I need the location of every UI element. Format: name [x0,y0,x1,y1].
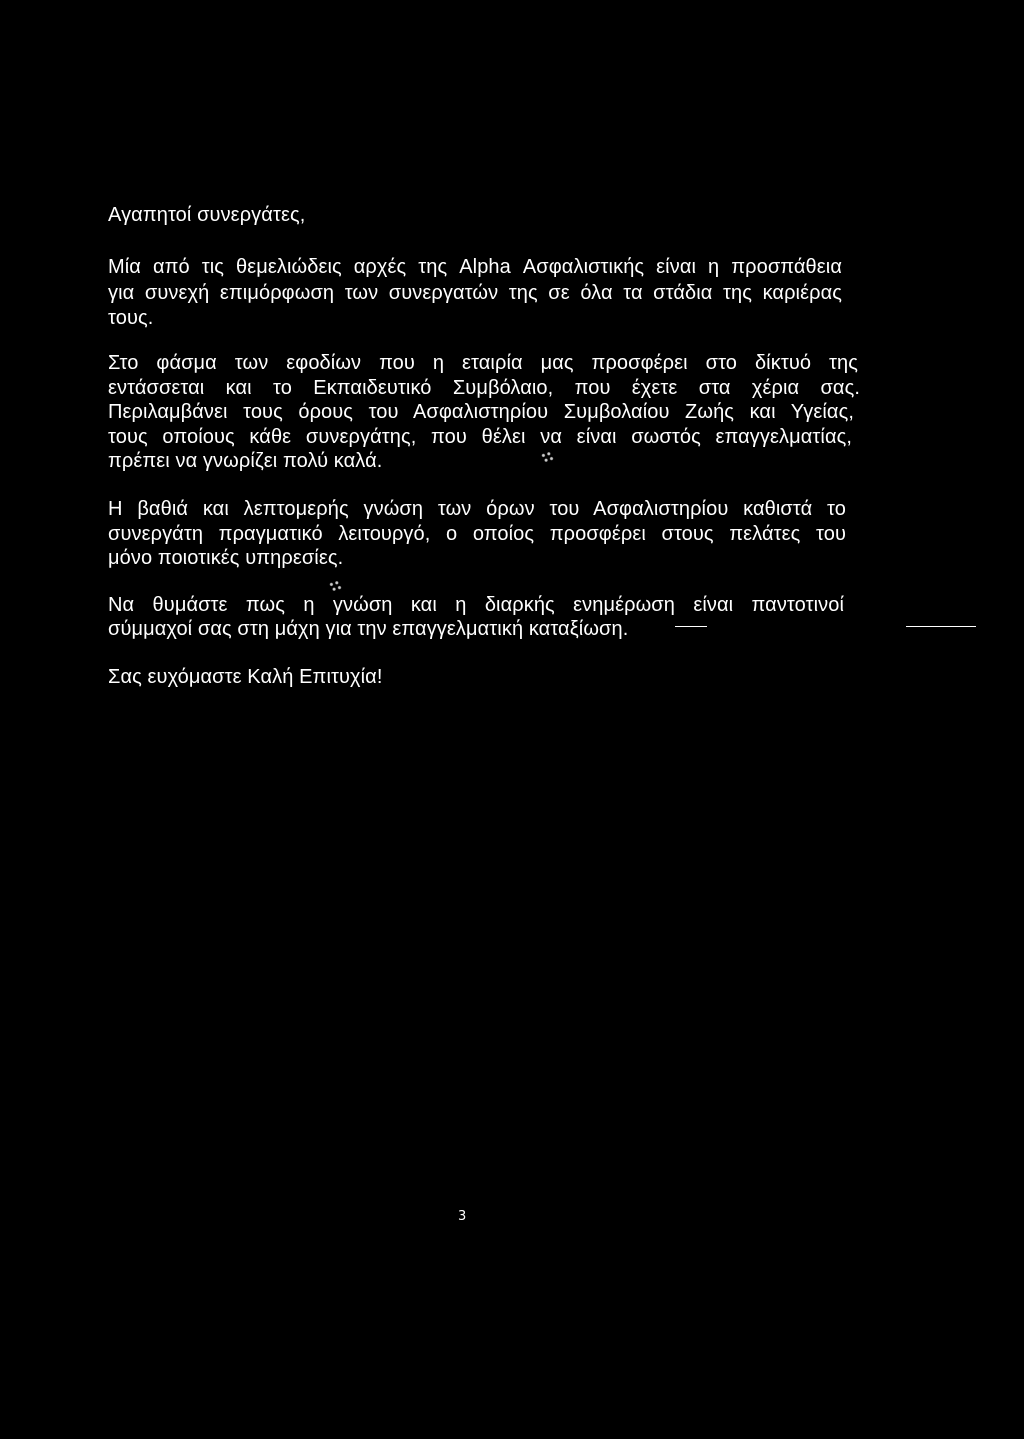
stray-rule [675,626,707,627]
scan-speck [326,578,344,594]
paragraph-1-line-2: για συνεχή επιμόρφωση των συνεργατών της σε όλα τα στάδια της καριέρας [108,282,842,304]
paragraph-1-line-1: Μία από τις θεμελιώδεις αρχές της Alpha Ασφαλιστικής είναι η προσπάθεια [108,256,842,278]
paragraph-2-line-2: εντάσσεται και το Εκπαιδευτικό Συμβόλαιο, που έχετε στα χέρια σας. [108,377,860,399]
paragraph-2-line-5: πρέπει να γνωρίζει πολύ καλά. [108,450,383,472]
paragraph-3-line-2: συνεργάτη πραγματικό λειτουργό, ο οποίος προσφέρει στους πελάτες του [108,523,846,545]
paragraph-3-line-3: μόνο ποιοτικές υπηρεσίες. [108,547,344,569]
page-number: 3 [458,1209,467,1224]
closing-line: Σας ευχόμαστε Καλή Επιτυχία! [108,666,383,688]
paragraph-2-line-1: Στο φάσμα των εφοδίων που η εταιρία μας προσφέρει στο δίκτυό της [108,352,858,374]
paragraph-4-line-2: σύμμαχοί σας στη μάχη για την επαγγελματική καταξίωση. [108,618,629,640]
scan-speck [538,449,556,465]
paragraph-4-line-1: Να θυμάστε πως η γνώση και η διαρκής ενημέρωση είναι παντοτινοί [108,594,844,616]
salutation: Αγαπητοί συνεργάτες, [108,204,306,226]
paragraph-2-line-3: Περιλαμβάνει τους όρους του Ασφαλιστηρίου Συμβολαίου Ζωής και Υγείας, [108,401,854,423]
paragraph-2-line-4: τους οποίους κάθε συνεργάτης, που θέλει να είναι σωστός επαγγελματίας, [108,426,852,448]
paragraph-3-line-1: Η βαθιά και λεπτομερής γνώση των όρων του Ασφαλιστηρίου καθιστά το [108,498,846,520]
paragraph-1-line-3: τους. [108,307,154,329]
stray-rule [906,626,976,627]
